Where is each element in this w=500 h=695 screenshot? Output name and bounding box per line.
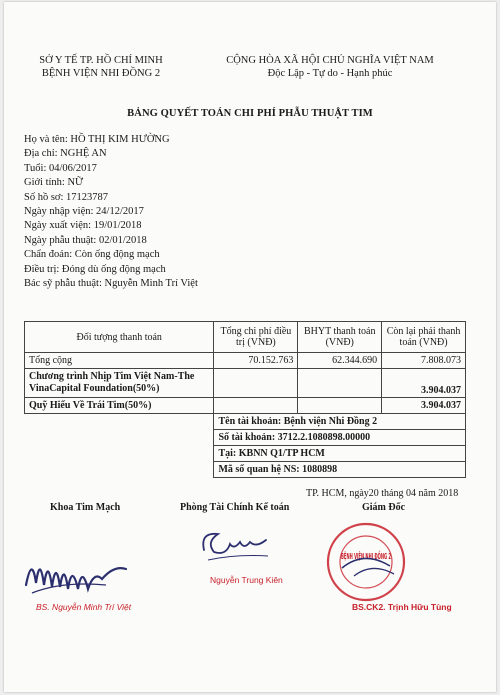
surgeon: Bác sỹ phẫu thuật: Nguyễn Minh Trí Việt — [24, 278, 198, 290]
treatment: Điều trị: Đóng dù ống động mạch — [24, 263, 166, 275]
remaining-value: 7.808.073 — [382, 353, 466, 369]
admission-date: Ngày nhập viện: 24/12/2017 — [24, 206, 144, 218]
signature-doctor — [22, 535, 142, 605]
program-amount: 3.904.037 — [382, 369, 466, 398]
table-row-account-name — [25, 414, 466, 430]
col-header-payer: Đối tượng thanh toán — [25, 322, 214, 353]
director-title: Giám Đốc — [362, 502, 406, 513]
header-left-line1: SỞ Y TẾ TP. HỒ CHÍ MINH — [39, 55, 163, 66]
stamp-text: BỆNH VIỆN NHI ĐỒNG 2 — [341, 552, 448, 561]
hospital-stamp — [324, 520, 448, 604]
discharge-date: Ngày xuất viện: 19/01/2018 — [24, 220, 142, 232]
patient-address: Địa chỉ: NGHỆ AN — [24, 148, 107, 160]
empty-cell — [214, 398, 298, 414]
patient-info — [24, 133, 198, 291]
table-row-fund — [25, 398, 466, 414]
patient-age: Tuổi: 04/06/2017 — [24, 162, 97, 174]
col-header-remaining: Còn lại phải thanh toán (VNĐ) — [382, 322, 466, 353]
director-name: BS.CK2. Trịnh Hữu Tùng — [352, 602, 452, 612]
table-row-account-bank — [25, 446, 466, 462]
empty-cell — [298, 369, 382, 398]
patient-name: Họ và tên: HỒ THỊ KIM HƯỜNG — [24, 134, 170, 145]
blank-cell — [25, 462, 214, 478]
total-cost-value: 70.152.763 — [214, 353, 298, 369]
dept2-name: Nguyễn Trung Kiên — [210, 575, 283, 585]
header-left — [22, 54, 180, 80]
patient-gender: Giới tính: NỮ — [24, 177, 84, 189]
empty-cell — [214, 369, 298, 398]
patient-record-number: Số hồ sơ: 17123787 — [24, 191, 109, 203]
account-budget-code: Mã số quan hệ NS: 1080898 — [214, 462, 466, 478]
billing-table — [24, 321, 466, 478]
table-header-row — [25, 322, 466, 353]
account-name: Tên tài khoản: Bệnh viện Nhi Đồng 2 — [214, 414, 466, 430]
diagnosis: Chẩn đoán: Còn ống động mạch — [24, 249, 160, 261]
empty-cell — [298, 398, 382, 414]
insurance-value: 62.344.690 — [298, 353, 382, 369]
date-line: TP. HCM, ngày20 tháng 04 năm 2018 — [306, 488, 459, 499]
col-header-insurance: BHYT thanh toán (VNĐ) — [298, 322, 382, 353]
fund-name: Quỹ Hiếu Về Trái Tim(50%) — [25, 398, 214, 414]
table-row-budget-code — [25, 462, 466, 478]
account-number: Số tài khoản: 3712.2.1080898.00000 — [214, 430, 466, 446]
program-name: Chương trình Nhịp Tim Việt Nam-The VinaCapital Foundation(50%) — [25, 369, 214, 398]
surgery-date: Ngày phẫu thuật: 02/01/2018 — [24, 234, 147, 246]
total-label: Tổng cộng — [25, 353, 214, 369]
blank-cell — [25, 446, 214, 462]
table-row-account-number — [25, 430, 466, 446]
dept2-title: Phòng Tài Chính Kế toán — [180, 502, 290, 513]
header-right-line1: CỘNG HÒA XÃ HỘI CHỦ NGHĨA VIỆT NAM — [226, 55, 434, 66]
fund-amount: 3.904.037 — [382, 398, 466, 414]
account-bank: Tại: KBNN Q1/TP HCM — [214, 446, 466, 462]
col-header-total-cost: Tổng chi phí điều trị (VNĐ) — [214, 322, 298, 353]
header-right — [198, 54, 462, 80]
signature-accountant — [196, 520, 276, 570]
dept1-name: BS. Nguyễn Minh Trí Việt — [36, 602, 132, 612]
dept1-title: Khoa Tim Mạch — [50, 502, 121, 513]
document-title: BẢNG QUYẾT TOÁN CHI PHÍ PHẪU THUẬT TIM — [127, 108, 373, 119]
blank-cell — [25, 430, 214, 446]
header-left-line2: BỆNH VIỆN NHI ĐỒNG 2 — [41, 68, 161, 79]
blank-cell — [25, 414, 214, 430]
table-row-total — [25, 353, 466, 369]
header-right-line2: Độc Lập - Tự do - Hạnh phúc — [267, 68, 393, 79]
table-row-program — [25, 369, 466, 398]
